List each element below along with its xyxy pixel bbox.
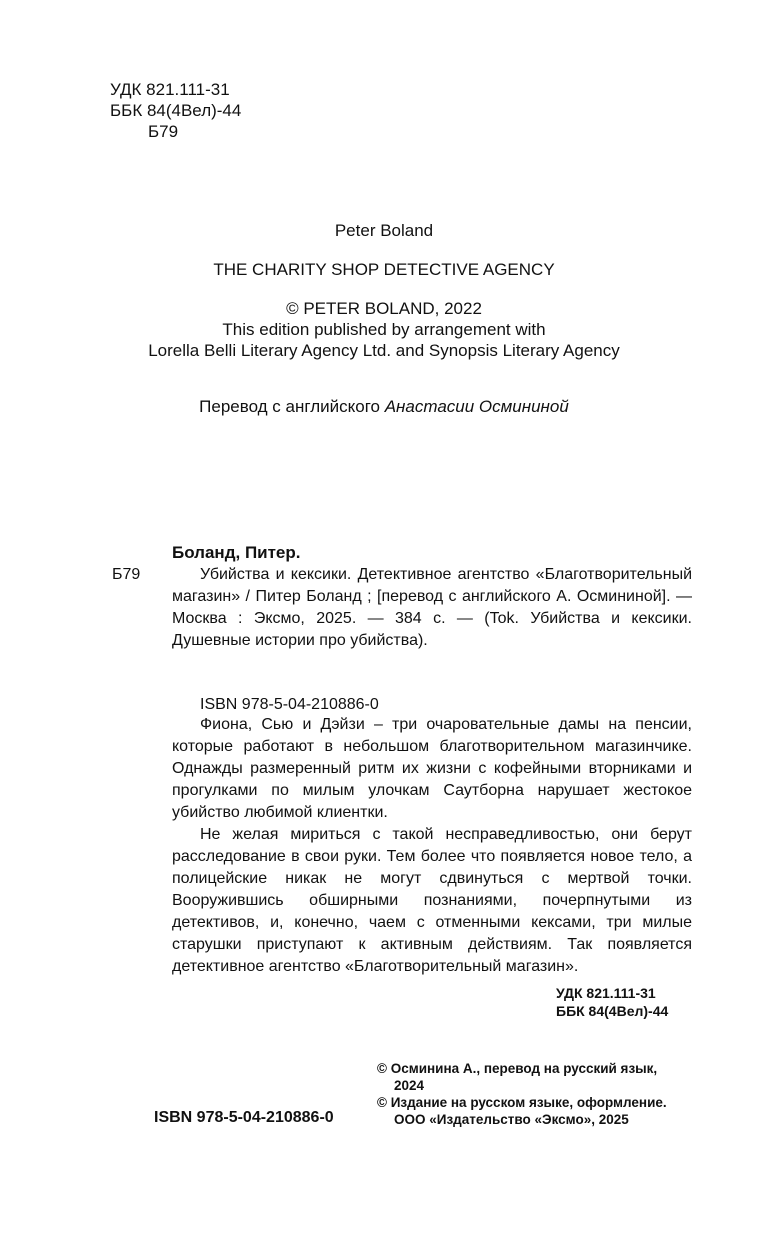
bbk-code: ББК 84(4Вел)-44 — [110, 101, 242, 120]
publisher-copyright: ООО «Издательство «Эксмо», 2025 — [394, 1112, 629, 1127]
edition-copyright: © Издание на русском языке, оформление. — [377, 1095, 667, 1110]
annotation-paragraph-1: Фиона, Сью и Дэйзи – три очаровательные дамы на пенсии, которые работают в небольшом благотворительном магазинчике. Однажды размеренный ритм их жизни с кофейными вторниками и прогулками по милым улочкам Саутборна нарушает жестокое убийство любимой клиентки. — [172, 716, 692, 821]
footer-udk-code: УДК 821.111-31 — [556, 985, 656, 1001]
translation-prefix: Перевод с английского — [199, 397, 385, 416]
isbn-footer: ISBN 978-5-04-210886-0 — [154, 1109, 334, 1126]
bibliographic-code: Б79 — [112, 566, 141, 583]
author-mark: Б79 — [148, 122, 179, 141]
translation-copyright: © Осминина А., перевод на русский язык, — [377, 1061, 658, 1076]
annotation — [172, 714, 692, 978]
arrangement-line-1: This edition published by arrangement with — [222, 320, 546, 339]
edition-copyright-block — [377, 1060, 697, 1128]
original-rights-block — [0, 298, 768, 361]
header-classification-codes — [110, 79, 241, 142]
translation-credit — [0, 396, 768, 417]
isbn-entry: ISBN 978-5-04-210886-0 — [200, 696, 379, 713]
footer-bbk-code: ББК 84(4Вел)-44 — [556, 1003, 669, 1019]
arrangement-line-2: Lorella Belli Literary Agency Ltd. and Synopsis Literary Agency — [148, 341, 620, 360]
footer-classification-codes — [556, 984, 668, 1020]
bibliographic-description: Убийства и кексики. Детективное агентство «Благотворительный магазин» / Питер Боланд ; [перевод с английского А. Осмининой]. — Москва : Эксмо, 2025. — 384 с. — (Tok. Убийства и кексики. Душевные истории про убийства). — [172, 566, 692, 649]
bibliographic-record — [112, 542, 692, 652]
udk-code: УДК 821.111-31 — [110, 80, 230, 99]
translator-name: Анастасии Осмининой — [384, 397, 569, 416]
original-title: THE CHARITY SHOP DETECTIVE AGENCY — [213, 260, 555, 279]
original-copyright: © PETER BOLAND, 2022 — [286, 299, 482, 318]
translation-copyright-year: 2024 — [394, 1078, 425, 1093]
bibliographic-author: Боланд, Питер. — [172, 543, 301, 562]
annotation-paragraph-2: Не желая мириться с такой несправедливостью, они берут расследование в свои руки. Тем более что появляется новое тело, а полицейские никак не могут сдвинуться с мертвой точки. Вооружившись обширными познаниями, почерпнутыми из детективов, и, конечно, чаем с отменными кексами, три милые старушки приступают к активным действиям. Так появляется детективное агентство «Благотворительный магазин». — [172, 826, 692, 975]
original-author: Peter Boland — [334, 221, 434, 240]
